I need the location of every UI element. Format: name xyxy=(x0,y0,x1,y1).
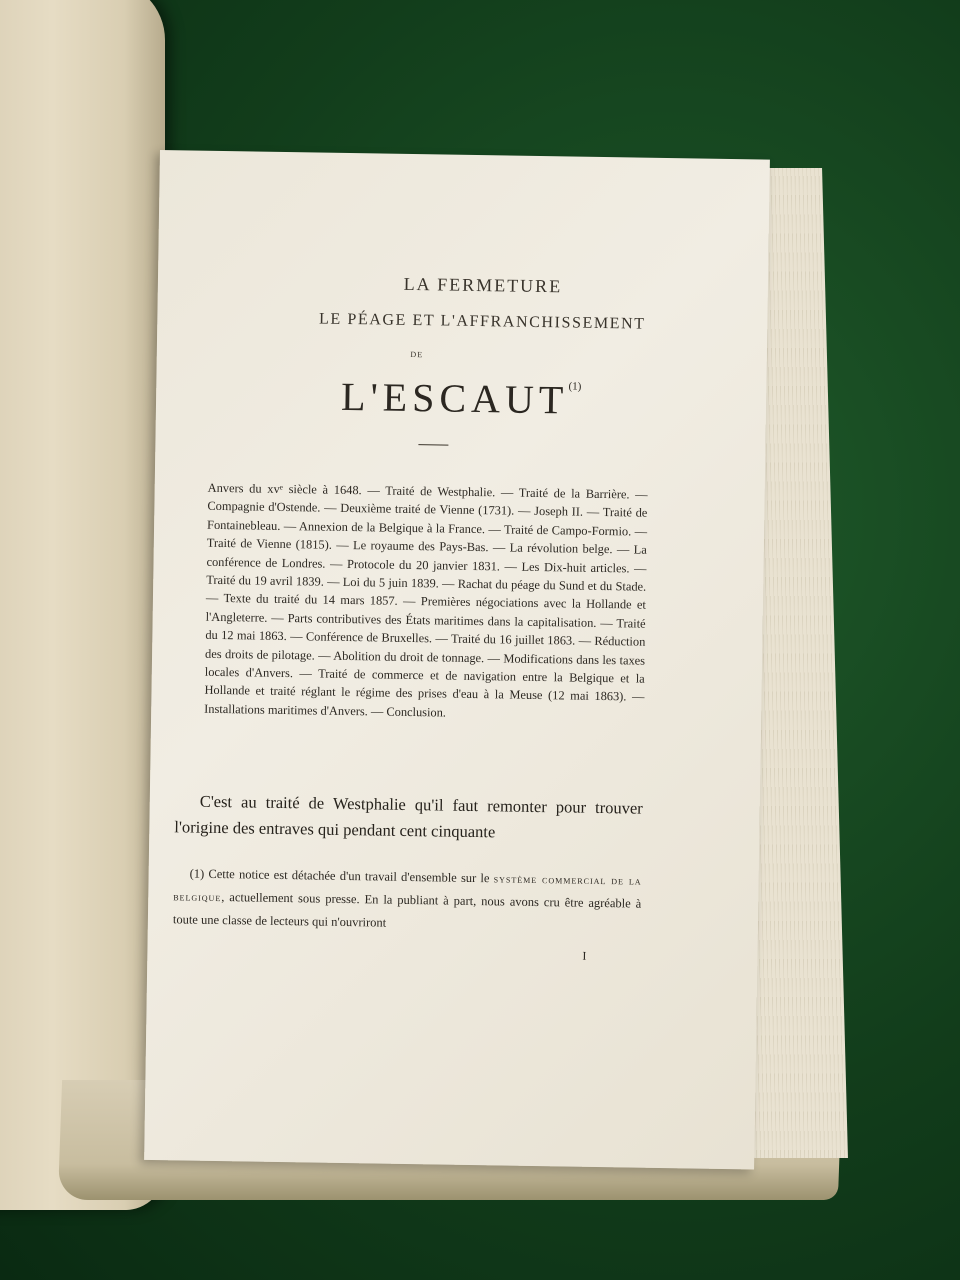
title-line-1: LA FERMETURE xyxy=(403,273,563,297)
footnote-small-caps: système commercial de la belgique xyxy=(173,873,642,905)
title-main xyxy=(311,372,612,424)
page-content xyxy=(172,150,648,963)
page-number: I xyxy=(582,948,587,963)
left-page-curl xyxy=(0,0,165,1210)
body-paragraph: C'est au traité de Westphalie qu'il faut remonter pour trouver l'origine des entraves qui pendant cent cinquante xyxy=(174,791,643,842)
title-rule xyxy=(418,444,448,445)
title-main-text: L'ESCAUT xyxy=(340,373,569,423)
title-line-2: LE PÉAGE ET L'AFFRANCHISSEMENT xyxy=(318,310,646,333)
book-page xyxy=(144,150,770,1169)
chapter-summary xyxy=(204,479,648,725)
title-de: DE xyxy=(410,349,424,360)
footnote xyxy=(173,862,642,937)
footnote-part-a: (1) Cette notice est détachée d'un travail d'ensemble sur le xyxy=(189,866,494,886)
footnote-part-b: , actuellement sous presse. En la publiant à part, nous avons cru être agréable à toute une classe de lecteurs qui n'ouvriront xyxy=(172,890,642,930)
summary-text: Anvers du xvᵉ siècle à 1648. — Traité de Westphalie. — Traité de la Barrière. — Compagnie d'Ostende. — Deuxième traité de Vienne (1731). — Joseph II. — Traité de Fontainebleau. — Annexion de la Belgique à la France. — Traité de Campo-Formio. — Traité de Vienne (1815). — Le royaume des Pays-Bas. — La révolution belge. — La conférence de Londres. — Protocole du 20 janvier 1831. — Les Dix-huit articles. — Traité du 19 avril 1839. — Loi du 5 juin 1839. — Rachat du péage du Sund et du Stade. — Texte du traité du 14 mars 1857. — Premières négociations avec la Hollande et l'Angleterre. — Parts contributives des États maritimes dans la capitalisation. — Traité du 12 mai 1863. — Conférence de Bruxelles. — Traité du 16 juillet 1863. — Réduction des droits de pilotage. — Abolition du droit de tonnage. — Modifications dans les taxes locales d'Anvers. — Traité de commerce et de navigation entre la Belgique et la Hollande et traité réglant le régime des prises d'eau à la Meuse (12 mai 1863). — Installations maritimes d'Anvers. — Conclusion. xyxy=(204,480,648,720)
title-note-mark: (1) xyxy=(568,380,582,393)
